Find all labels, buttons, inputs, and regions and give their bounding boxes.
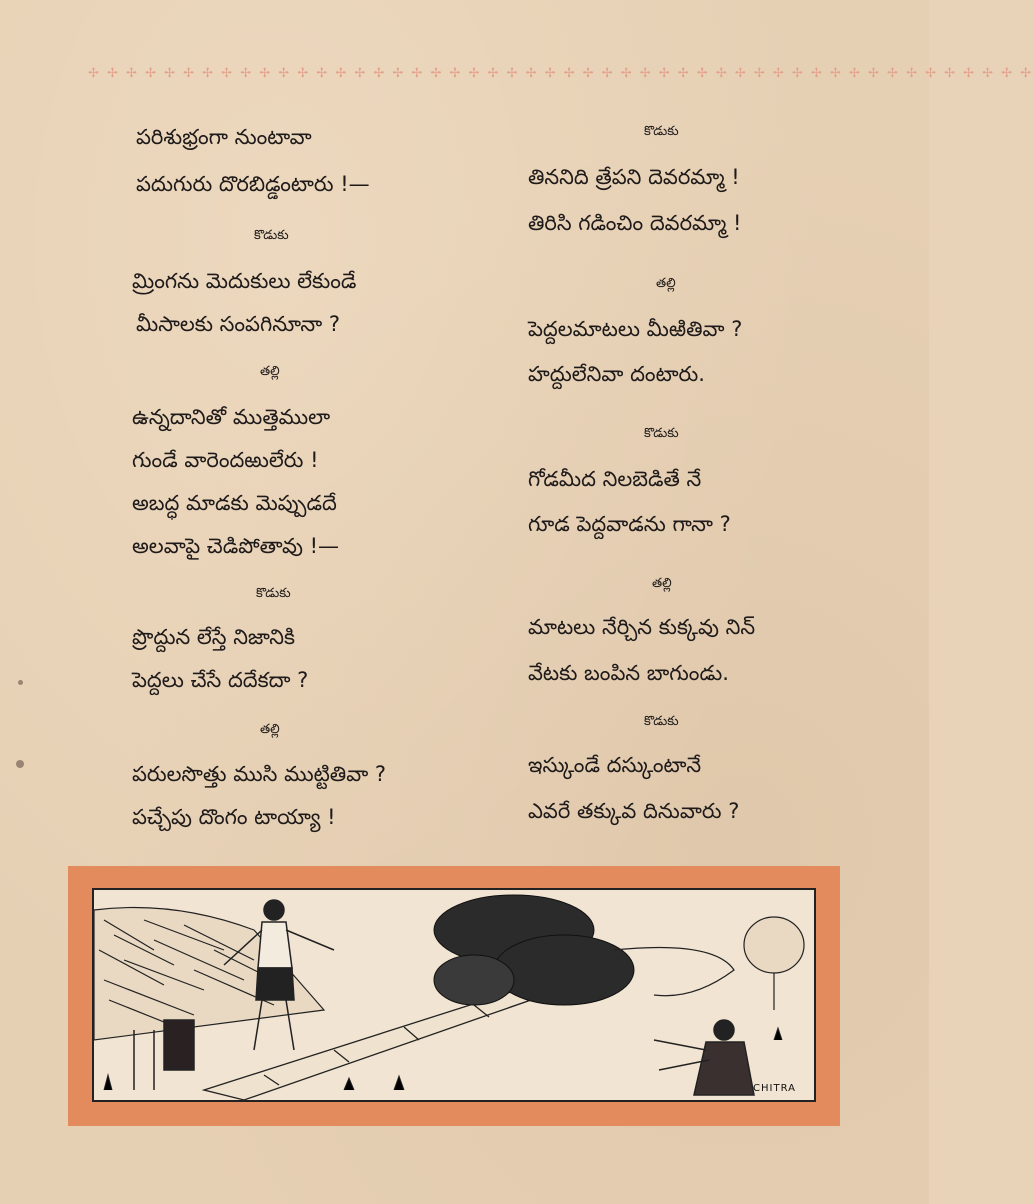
verse-line: మాటలు నేర్చిన కుక్కవు నిన్	[528, 615, 756, 639]
verse-line: అబద్ధ మాడకు మెప్పుడదే	[132, 491, 337, 515]
verse-line: ఉన్నదానితో ముత్తెములా	[132, 405, 331, 429]
speaker-label: తల్లి	[260, 364, 280, 379]
decorative-border: ✢ ✢ ✢ ✢ ✢ ✢ ✢ ✢ ✢ ✢ ✢ ✢ ✢ ✢ ✢ ✢ ✢ ✢ ✢ ✢ ✢ ✢ ✢ ✢ ✢ ✢ ✢ ✢ ✢ ✢ ✢ ✢ ✢ ✢ ✢ ✢ ✢ ✢ ✢ ✢ ✢ ✢ ✢ ✢ ✢ ✢ ✢ ✢ ✢ ✢	[88, 66, 1033, 81]
speaker-label: తల్లి	[656, 276, 676, 291]
verse-line: పెద్దలు చేసే దదేకదా ?	[132, 668, 309, 692]
verse-line: పచ్చేపు దొంగం టాయ్యా !	[132, 805, 336, 829]
verse-line: తిననిది త్రేపని దెవరమ్మా !	[528, 165, 740, 189]
verse-line: ఎవరే తక్కువ దినువారు ?	[528, 799, 740, 823]
verse-line: ప్రొద్దున లేస్తే నిజానికి	[132, 625, 295, 649]
paper-stain	[16, 760, 24, 768]
verse-line: మీసాలకు సంపగినూనా ?	[136, 312, 340, 336]
verse-line: గుండే వారెందఱులేరు !	[132, 448, 319, 472]
verse-line: వేటకు బంపిన బాగుండు.	[528, 661, 729, 685]
speaker-label: తల్లి	[260, 722, 280, 737]
paper-stain	[18, 680, 23, 685]
speaker-label: కొడుకు	[254, 228, 289, 243]
verse-line: పదుగురు దొరబిడ్డంటారు !—	[136, 172, 370, 196]
illustration-frame	[68, 866, 840, 1126]
speaker-label: కొడుకు	[256, 586, 291, 601]
verse-line: పరిశుభ్రంగా నుంటావా	[136, 125, 312, 149]
verse-line: గోడమీద నిలబెడితే నే	[528, 467, 702, 491]
verse-line: హద్దులేనివా దంటారు.	[528, 362, 705, 386]
speaker-label: తల్లి	[652, 576, 672, 591]
verse-line: ఇస్కుండే దస్కుంటానే	[528, 753, 702, 777]
speaker-label: కొడుకు	[644, 124, 679, 139]
verse-line: అలవాపై చెడిపోతావు !—	[132, 534, 340, 558]
speaker-label: కొడుకు	[644, 426, 679, 441]
verse-line: పెద్దలమాటలు మీఱితివా ?	[528, 317, 743, 341]
speaker-label: కొడుకు	[644, 714, 679, 729]
illustration-drawing	[94, 890, 814, 1100]
verse-line: మ్రింగను మెదుకులు లేకుండే	[132, 269, 357, 293]
verse-line: గూడ పెద్దవాడను గానా ?	[528, 512, 731, 536]
illustrator-signature: CHITRA	[753, 1083, 796, 1094]
verse-line: తిరిసి గడించిం దెవరమ్మా !	[528, 211, 742, 235]
illustration	[92, 888, 816, 1102]
verse-line: పరులసొత్తు ముసి ముట్టితివా ?	[132, 762, 387, 786]
